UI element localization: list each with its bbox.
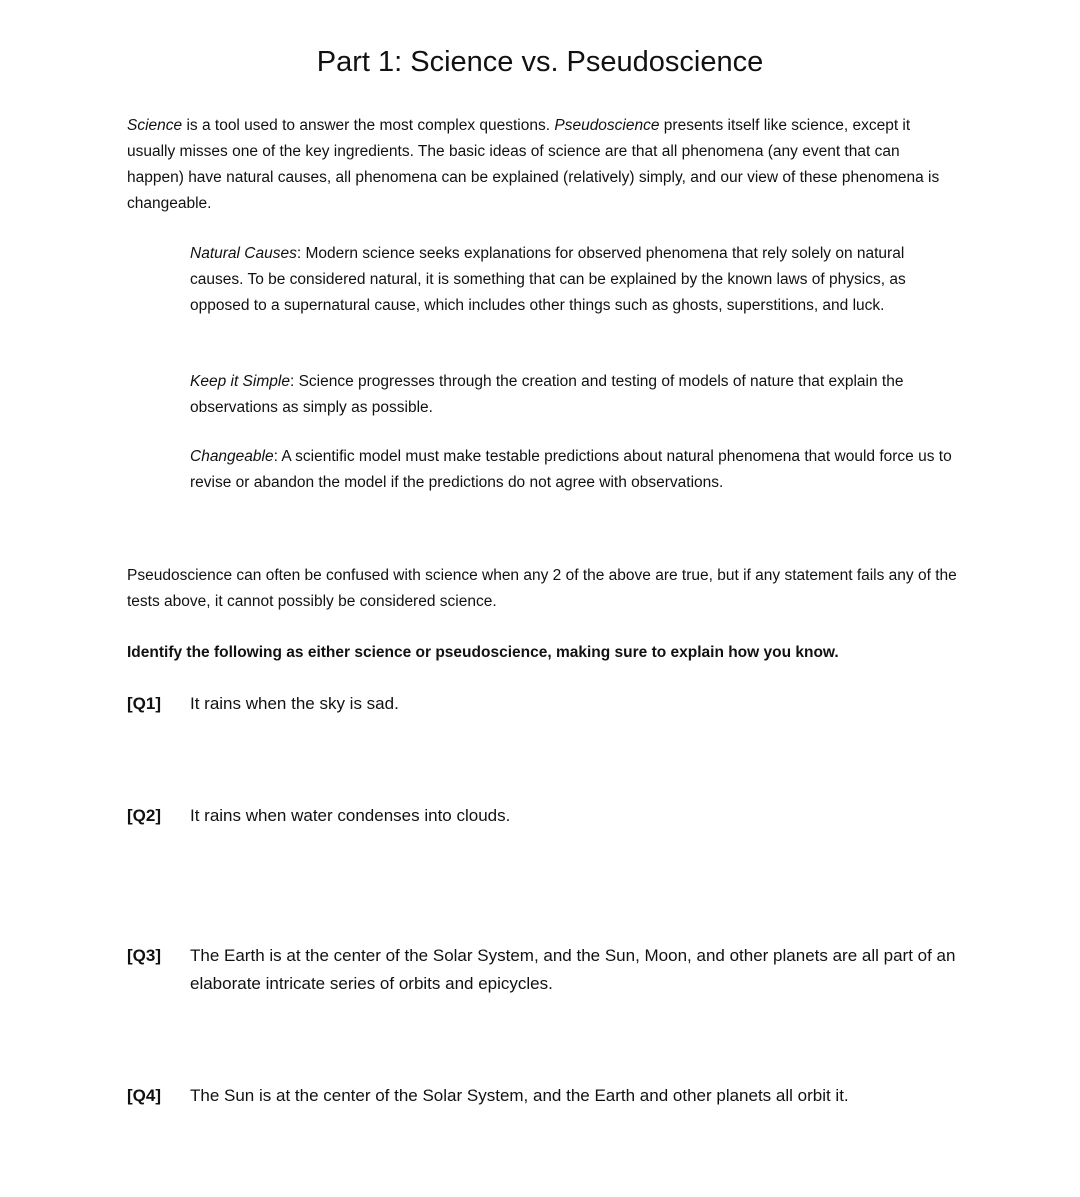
intro-text-1: is a tool used to answer the most complex questions. bbox=[182, 117, 555, 134]
definition-natural-causes bbox=[190, 241, 960, 319]
question-label: [Q4] bbox=[127, 1086, 161, 1105]
question-label: [Q1] bbox=[127, 694, 161, 713]
question-text: It rains when the sky is sad. bbox=[190, 694, 399, 713]
definition-keep-it-simple bbox=[190, 369, 960, 421]
confusion-note: Pseudoscience can often be confused with science when any 2 of the above are true, but if any statement fails any of the tests above, it cannot possibly be considered science. bbox=[127, 567, 957, 610]
definition-text: : Modern science seeks explanations for observed phenomena that rely solely on natural causes. To be considered natural, it is something that can be explained by the known laws of physics, as opposed to a supernatural cause, which includes other things such as ghosts, superstitions, and luck. bbox=[190, 245, 906, 314]
term-pseudoscience: Pseudoscience bbox=[554, 117, 660, 134]
page-title: Part 1: Science vs. Pseudoscience bbox=[316, 46, 764, 78]
intro-text-2: presents itself like science, except it usually misses one of the key ingredients. The basic ideas of science are that all phenomena (any event that can happen) have natural causes, all phenomena can be explained (relatively) simply, and our view of these phenomena is changeable. bbox=[127, 117, 940, 212]
question-text: The Earth is at the center of the Solar System, and the Sun, Moon, and other planets are all part of an elaborate intricate series of orbits and epicycles. bbox=[190, 946, 956, 993]
question-label: [Q2] bbox=[127, 806, 161, 825]
intro-paragraph bbox=[127, 113, 957, 217]
question-text: The Sun is at the center of the Solar System, and the Earth and other planets all orbit it. bbox=[190, 1086, 849, 1105]
instruction-text: Identify the following as either science or pseudoscience, making sure to explain how you know. bbox=[127, 644, 839, 661]
definition-term: Changeable bbox=[190, 448, 274, 465]
question-text: It rains when water condenses into clouds. bbox=[190, 806, 511, 825]
question-label: [Q3] bbox=[127, 946, 161, 965]
definition-text: : Science progresses through the creation and testing of models of nature that explain the observations as simply as possible. bbox=[190, 373, 904, 416]
definition-text: : A scientific model must make testable predictions about natural phenomena that would force us to revise or abandon the model if the predictions do not agree with observations. bbox=[190, 448, 952, 491]
definition-term: Keep it Simple bbox=[190, 373, 290, 390]
term-science: Science bbox=[127, 117, 183, 134]
definition-changeable bbox=[190, 444, 960, 496]
definition-term: Natural Causes bbox=[190, 245, 297, 262]
